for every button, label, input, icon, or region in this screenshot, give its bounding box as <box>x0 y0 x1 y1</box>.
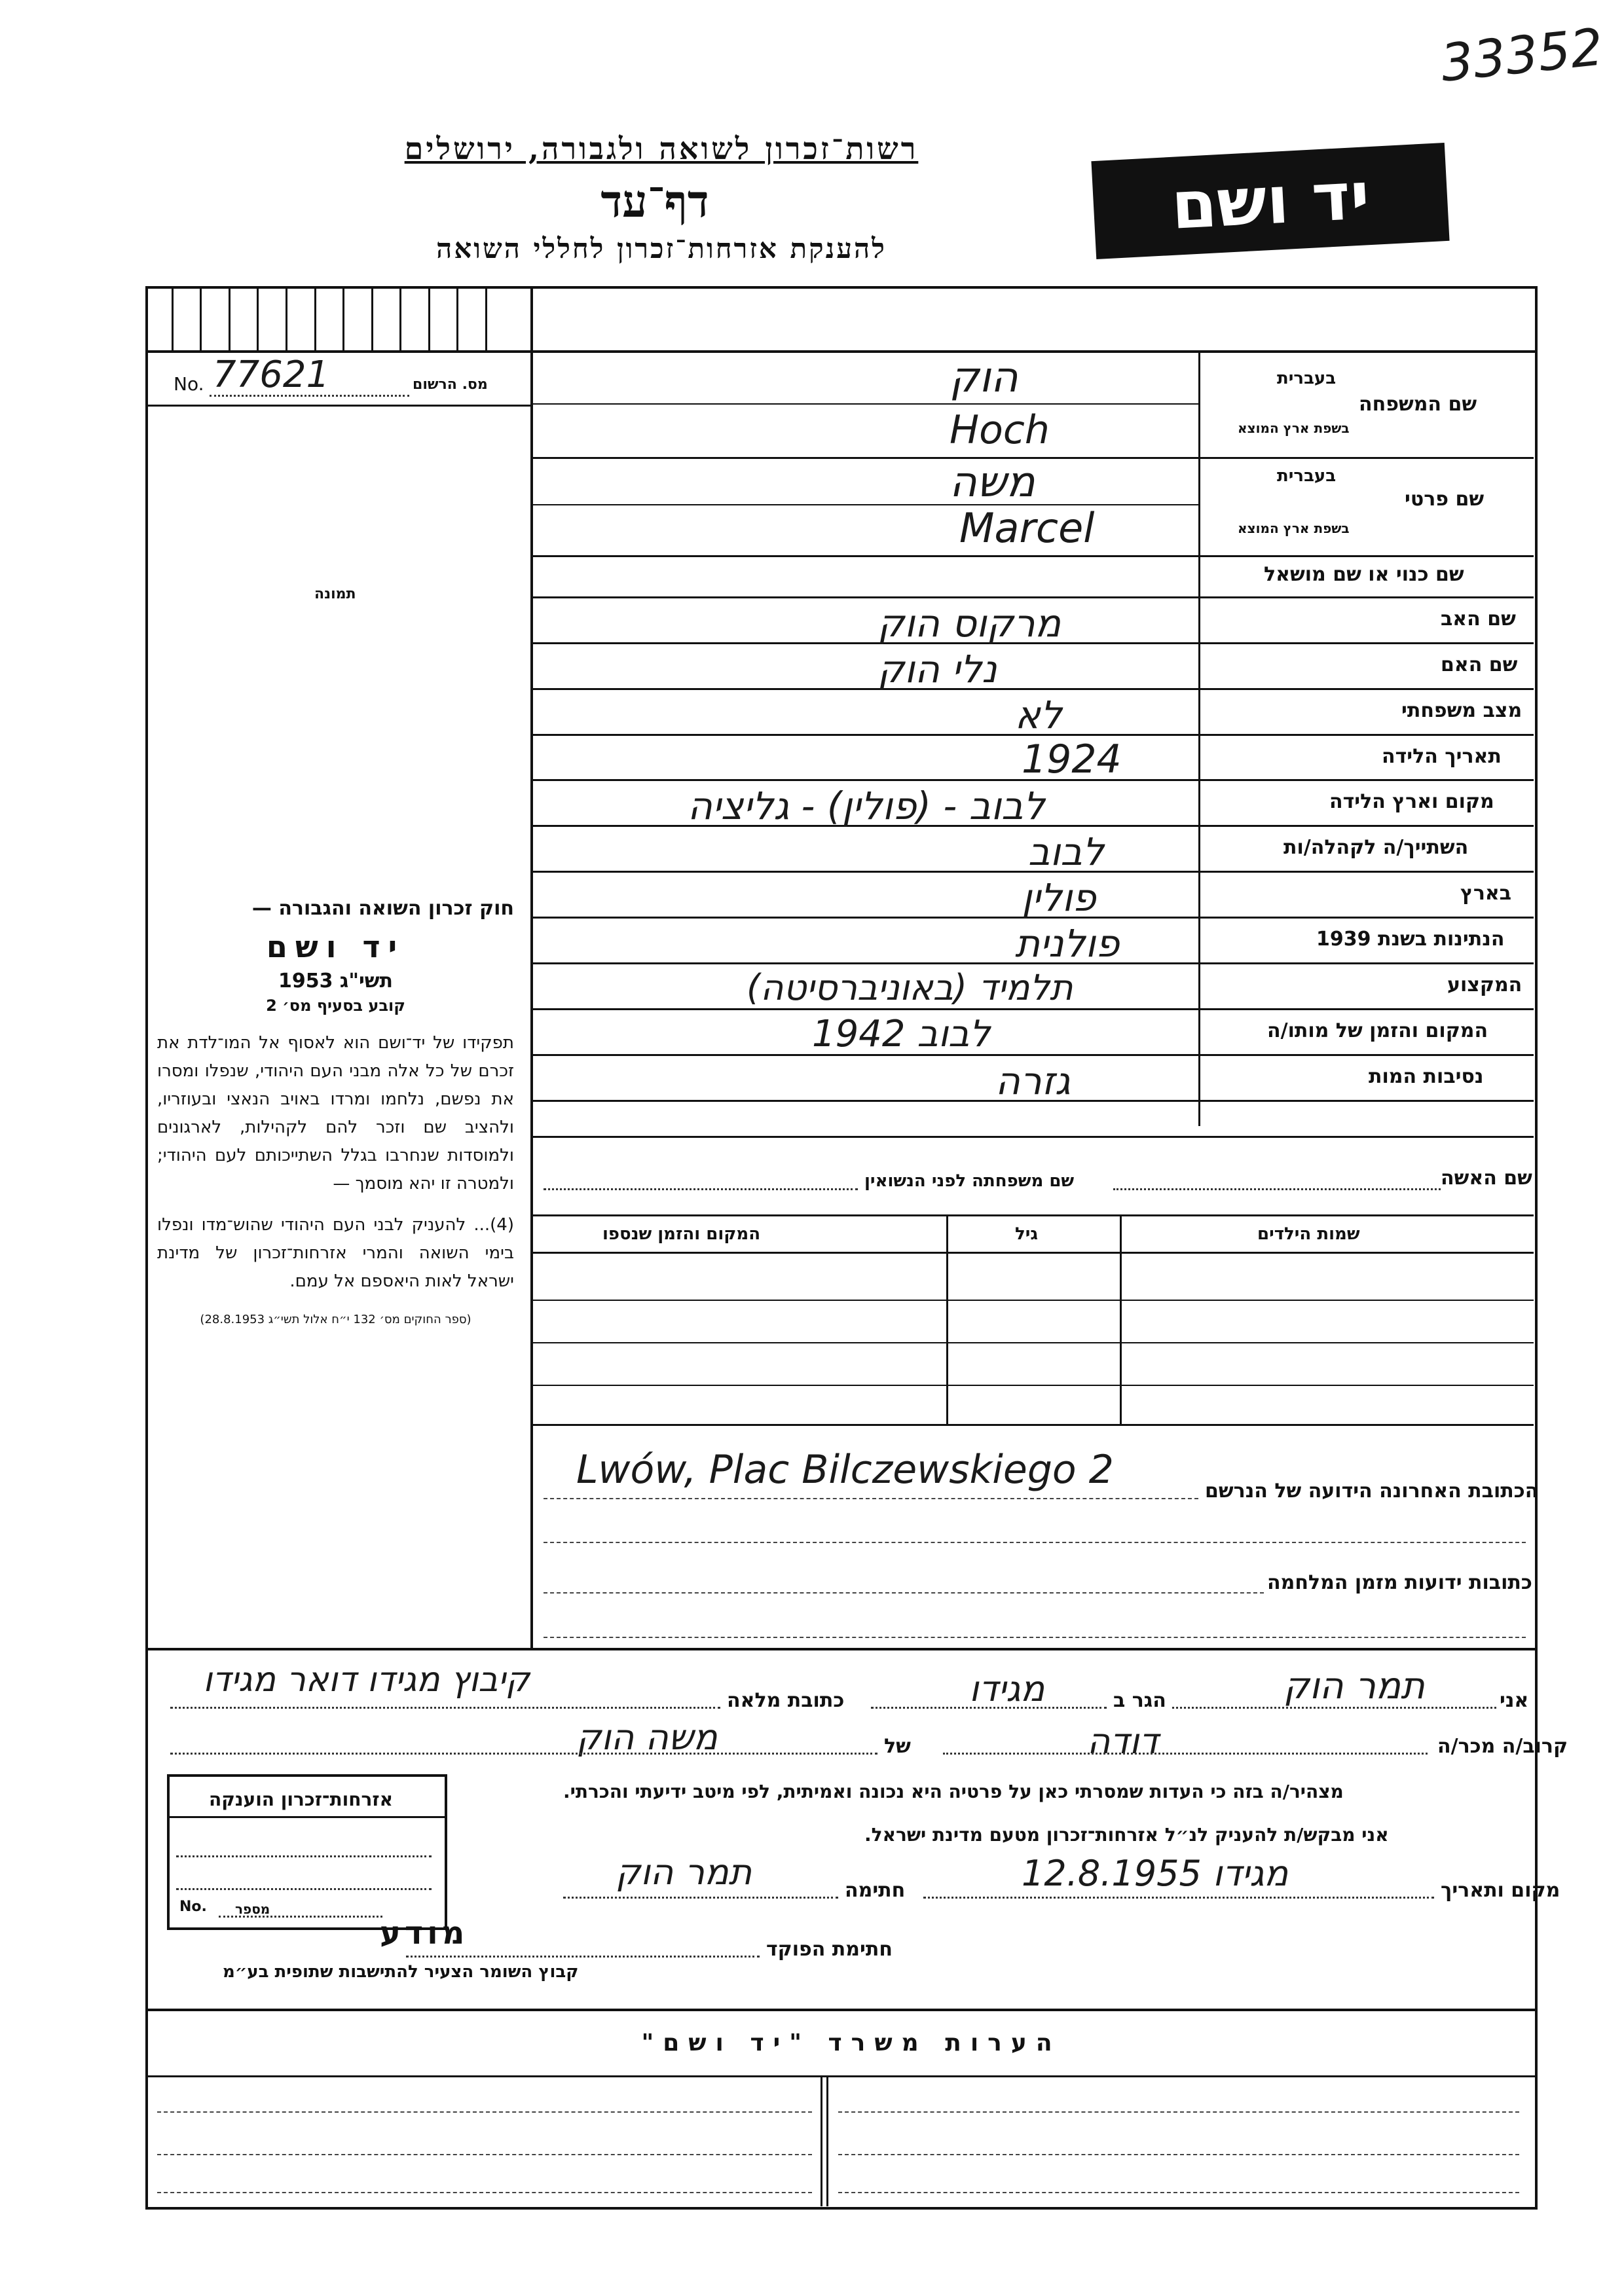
country-label: בארץ <box>1460 882 1512 905</box>
death-place-label: המקום והזמן של מותו/ה <box>1267 1019 1488 1042</box>
law-paragraph-2: (4)... להעניק לבני העם היהודי שהוש־מדו ונפלו בימי השואה והמרי אזרחות־זכרון של מדינת ישראל לאות היאספם אל עמם. <box>157 1215 514 1291</box>
citizenship-1939-value: פולנית <box>1015 921 1120 966</box>
first-name-origin-value: Marcel <box>959 504 1095 552</box>
children-names-header: שמות הילדים <box>1257 1224 1360 1244</box>
first-name-origin-sublabel: בשפת ארץ המוצא <box>1238 520 1350 536</box>
family-name-label: שם המשפחה <box>1359 393 1477 416</box>
profession-label: המקצוע <box>1447 974 1522 996</box>
father-name-label: שם האב <box>1441 608 1516 630</box>
declaration-text: מצהיר/ה בזה כי העדות שמסרתי כאן על פרטיה היא נכונה ואמיתית, לפי מיטב ידיעתי והכרתי. <box>563 1781 1344 1802</box>
citizenship-granted-title: אזרחות־זכרון הוענקה <box>209 1789 393 1810</box>
yad-vashem-logo: יד ושם <box>1091 143 1449 259</box>
relation-value: דודה <box>1087 1721 1158 1762</box>
law-year: תשי"ג 1953 <box>278 970 394 993</box>
law-reference: (ספר החוקים מס׳ 132 י״ח אלול תשי״ג 28.8.1953) <box>200 1313 471 1326</box>
profession-value: תלמיד (באוניברסיטה) <box>747 967 1073 1008</box>
office-notes-title: הערות משרד "יד ושם" <box>641 2030 1061 2056</box>
request-text: אני מבקש/ת להעניק לנ״ל אזרחות־זכרון מטעם מדינת ישראל. <box>864 1824 1389 1846</box>
stamp-subtext: קבוץ השומר הצעיר להתישבות שתופית בע״מ <box>223 1962 579 1982</box>
death-circumstances-value: גזרה <box>995 1059 1071 1103</box>
place-date-label: מקום ותאריך <box>1441 1879 1560 1902</box>
officer-signature-label: חתימת הפוקד <box>766 1938 893 1961</box>
last-address-value: Lwów, Plac Bilczewskiego 2 <box>576 1447 1114 1493</box>
first-name-label: שם פרטי <box>1405 488 1485 511</box>
wife-maiden-name-label: שם משפחתה לפני הנשואין <box>864 1171 1075 1191</box>
archive-number: 33352 <box>1437 18 1606 94</box>
death-place-value: לבוב 1942 <box>812 1013 991 1055</box>
form-subtitle: להענקת אזרחות־זכרון לחללי השואה <box>436 232 887 264</box>
first-name-hebrew-value: משה <box>950 458 1035 507</box>
last-address-label: הכתובת האחרונה הידועה של הנרשם <box>1205 1480 1539 1503</box>
relation-label: קרוב/ה מכר/ה <box>1437 1735 1568 1758</box>
death-circumstances-label: נסיבות המות <box>1369 1065 1484 1088</box>
marital-status-label: מצב משפחתי <box>1401 699 1522 722</box>
citizenship-no-label: No. <box>179 1899 207 1915</box>
country-value: פולין <box>1022 875 1096 920</box>
father-name-value: מרקוס הוק <box>877 601 1061 646</box>
mother-name-label: שם האם <box>1441 653 1518 676</box>
declarant-resides-label: הגר ב <box>1113 1689 1166 1712</box>
citizenship-granted-box <box>167 1774 447 1930</box>
children-death-header: המקום והזמן שנספו <box>602 1224 761 1244</box>
birthplace-value: לבוב - (פולין) - גליציה <box>688 784 1045 828</box>
declarant-city: מגידו <box>969 1668 1045 1709</box>
citizenship-number-label: מספר <box>235 1901 270 1917</box>
declarant-address: קיבוץ מגידו דואר מגידו <box>203 1660 530 1700</box>
registration-number: 77621 <box>213 354 330 396</box>
family-name-origin-sublabel: בשפת ארץ המוצא <box>1238 420 1350 436</box>
registration-no-label: No. <box>174 373 204 395</box>
birth-date-value: 1924 <box>1022 737 1122 782</box>
alias-label: שם כנוי או שם מושאל <box>1264 563 1464 586</box>
law-title: חוק זכרון השואה והגבורה — <box>251 897 514 920</box>
first-name-hebrew-sublabel: בעברית <box>1277 466 1337 486</box>
registration-number-field <box>167 354 524 403</box>
of-label: של <box>884 1735 911 1758</box>
registration-label: מס. הרשום <box>413 376 488 393</box>
mother-name-value: נלי הוק <box>877 647 997 691</box>
birthplace-label: מקום וארץ הלידה <box>1329 790 1494 813</box>
family-name-hebrew-sublabel: בעברית <box>1277 369 1337 388</box>
stamp-text: מודע <box>380 1915 469 1952</box>
law-paragraph-1: תפקידו של יד־ושם הוא לאסוף אל המו־לדת את זכרם של כל אלה מבני העם היהודי, שנפלו ומסרו את נפשם, נלחמו ומרדו באויב הנאצי ובעוזריו, ולהציב שם וזכר להם לקהילות, לארגונים ולמוסדות שנחרבו בגלל השתייכותם לעם היהודי; ולמטרה זו יהא מוסמך — <box>157 1033 514 1194</box>
family-name-origin-value: Hoch <box>950 407 1050 453</box>
photo-label: תמונה <box>314 586 356 602</box>
birth-date-label: תאריך הלידה <box>1382 745 1502 768</box>
community-label: השתייך/ה לקהלה/ות <box>1283 836 1469 859</box>
of-name-value: משה הוק <box>576 1717 718 1758</box>
law-name: יד ושם <box>266 929 405 964</box>
wife-name-label: שם האשה <box>1441 1167 1532 1190</box>
signature-value: תמר הוק <box>616 1851 752 1893</box>
place-date-value: מגידו 12.8.1955 <box>1022 1853 1289 1894</box>
declarant-i-label: אני <box>1500 1689 1529 1712</box>
signature-label: חתימה <box>845 1879 906 1902</box>
form-title: דף־עד <box>600 175 709 228</box>
law-clause: קובע בסעיף מס׳ 2 <box>266 996 405 1015</box>
wartime-addresses-label: כתובות ידועות מזמן המלחמה <box>1267 1571 1532 1594</box>
citizenship-1939-label: הנתינות בשנת 1939 <box>1316 928 1505 951</box>
family-name-hebrew-value: הוק <box>950 354 1018 402</box>
marital-status-value: לא <box>1015 693 1062 737</box>
declarant-address-label: כתובת מלאה <box>727 1689 845 1712</box>
children-age-header: גיל <box>1015 1224 1039 1244</box>
authority-title: רשות־זכרון לשואה ולגבורה, ירושלים <box>404 131 919 166</box>
law-text <box>157 897 514 1326</box>
declarant-name: תמר הוק <box>1283 1665 1425 1707</box>
community-value: לבוב <box>1028 829 1104 874</box>
